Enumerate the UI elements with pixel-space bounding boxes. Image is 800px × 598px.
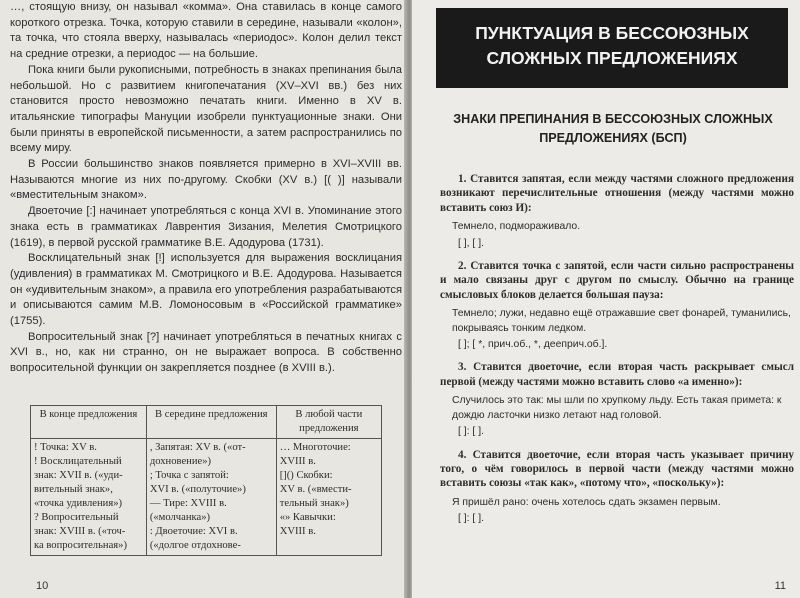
left-body-text <box>10 0 402 377</box>
right-page <box>412 0 800 598</box>
cell-line: знак: XVII в. («уди- <box>34 470 123 481</box>
rule-item <box>440 360 794 439</box>
paragraph: Пока книги были рукописными, потребность в знаках препинания была небольшой. Но с развитием книгопечатания (XV–XVI вв.) без них становится просто невозможно печатать книги. Именно в XV в. итальянские типографы Мануции изобрели пунктуационные знаки. Они были приняты в европейской письменности, а затем распространились по всему миру. <box>10 63 402 155</box>
cell-line: XVI в. («полуточие») <box>149 484 246 495</box>
cell-line: дохновение») <box>149 456 212 467</box>
table-row <box>31 439 382 556</box>
cell-line: ? Вопросительный <box>34 512 119 523</box>
rule-scheme: [ ], [ ]. <box>458 237 484 249</box>
rule-example: Темнело, подмораживало. <box>452 221 581 233</box>
section-title-banner <box>436 8 788 88</box>
page-number: 11 <box>774 580 786 592</box>
cell-line: — Тире: XVIII в. <box>149 498 227 509</box>
cell-line: тельный знак») <box>279 498 349 509</box>
cell-line: ка вопросительная») <box>34 540 127 551</box>
subheading: ЗНАКИ ПРЕПИНАНИЯ В БЕССОЮЗНЫХ СЛОЖНЫХ ПРЕДЛОЖЕНИЯХ (БСП) <box>453 112 773 145</box>
cell-line: «» Кавычки: <box>279 512 336 523</box>
table-cell <box>276 439 381 556</box>
rule-item <box>440 259 794 352</box>
table-header-row <box>31 406 382 439</box>
rule-example: Я пришёл рано: очень хотелось сдать экзамен первым. <box>452 496 721 508</box>
cell-line: («молчанка») <box>149 512 211 523</box>
rule-item <box>440 172 794 251</box>
cell-line: ; Точка с запятой: <box>149 470 229 481</box>
table-cell <box>31 439 147 556</box>
rule-heading: 3. Ставится двоеточие, если вторая часть раскрывает смысл первой (между частями можно вставить слово «а именно»): <box>440 361 794 388</box>
rule-heading: 2. Ставится точка с запятой, если части сильно распространены и мало связаны друг с другом по смыслу. Обычно на границе смысловых блоков делается большая пауза: <box>440 260 794 301</box>
punctuation-history-table <box>30 405 382 556</box>
rule-scheme: [ ]; [ *, прич.об., *, дееприч.об.]. <box>458 339 608 351</box>
column-header: В конце предложения <box>31 406 147 439</box>
page-number: 10 <box>36 580 49 592</box>
rule-example: Случилось это так: мы шли по хрупкому льду. Есть такая примета: к дождю ласточки низко летают над головой. <box>452 395 782 421</box>
cell-line: («долгое отдохнове- <box>149 540 241 551</box>
rule-scheme: [ ]: [ ]. <box>458 513 484 525</box>
cell-line: знак: XVIII в. («точ- <box>34 526 126 537</box>
column-header: В любой части предложения <box>276 406 381 439</box>
paragraph: Двоеточие [:] начинает употребляться с конца XVI в. Упоминание этого знака есть в грамматиках Лаврентия Зизания, Мелетия Смотрицкого (1619), в первой русской грамматике В.Е. Адодурова (1731). <box>10 205 402 249</box>
rule-heading: 4. Ставится двоеточие, если вторая часть указывает причину того, о чём говорилось в первой части (между частями можно вставить союзы «так как», «потому что», «поскольку»): <box>440 448 794 490</box>
rule-example: Темнело; лужи, недавно ещё отражавшие свет фонарей, туманились, покрываясь тонким ледком. <box>452 308 791 334</box>
cell-line: : Двоеточие: XVI в. <box>149 526 238 537</box>
rule-heading: 1. Ставится запятая, если между частями сложного предложения возникают перечислительные отношения (между частями можно вставить союз И): <box>440 173 794 214</box>
banner-line: СЛОЖНЫХ ПРЕДЛОЖЕНИЯХ <box>486 48 738 68</box>
cell-line: ! Точка: XV в. <box>34 442 97 453</box>
rule-item <box>440 448 794 527</box>
rules-list <box>440 172 794 535</box>
table-cell <box>146 439 276 556</box>
column-header: В середине предложения <box>146 406 276 439</box>
cell-line: , Запятая: XV в. («от- <box>149 442 246 453</box>
cell-line: «точка удивления») <box>34 498 123 509</box>
cell-line: вительный знак», <box>34 484 113 495</box>
paragraph: В России большинство знаков появляется примерно в XVI–XVIII вв. Называются многие из них по-другому. Скобки (XV в.) [( )] называли «вместительным знаком». <box>10 158 402 202</box>
paragraph: …, стоящую внизу, он называл «комма». Она ставилась в конце самого короткого отрезка. Точка, которую ставили в середине, называли «колон», та точка, что стояла вверху, называлась «периодос». Колон делил текст на средние отрезки, а периодос — на большие. <box>10 1 402 61</box>
cell-line: XVIII в. <box>279 456 316 467</box>
rule-scheme: [ ]: [ ]. <box>458 426 484 438</box>
paragraph: Вопросительный знак [?] начинает употребляться в печатных книгах с XVI в., но, как ни странно, он не выражает вопроса. В собственно вопросительной функции он закрепляется позднее (в XVIII в.). <box>10 330 402 375</box>
banner-line: ПУНКТУАЦИЯ В БЕССОЮЗНЫХ <box>475 23 749 43</box>
cell-line: ! Восклицательный <box>34 456 122 467</box>
cell-line: []() Скобки: <box>279 470 333 481</box>
cell-line: … Многоточие: <box>279 442 351 453</box>
cell-line: XV в. («вмести- <box>279 484 352 495</box>
cell-line: XVIII в. <box>279 526 316 537</box>
paragraph: Восклицательный знак [!] используется для выражения восклицания (удивления) в грамматиках М. Смотрицкого и В.Е. Адодурова. Называется он «удивительным знаком», а правила его употребления разрабатываются и описываются самим М.В. Ломоносовым в «Российской грамматике» (1755). <box>10 252 402 328</box>
